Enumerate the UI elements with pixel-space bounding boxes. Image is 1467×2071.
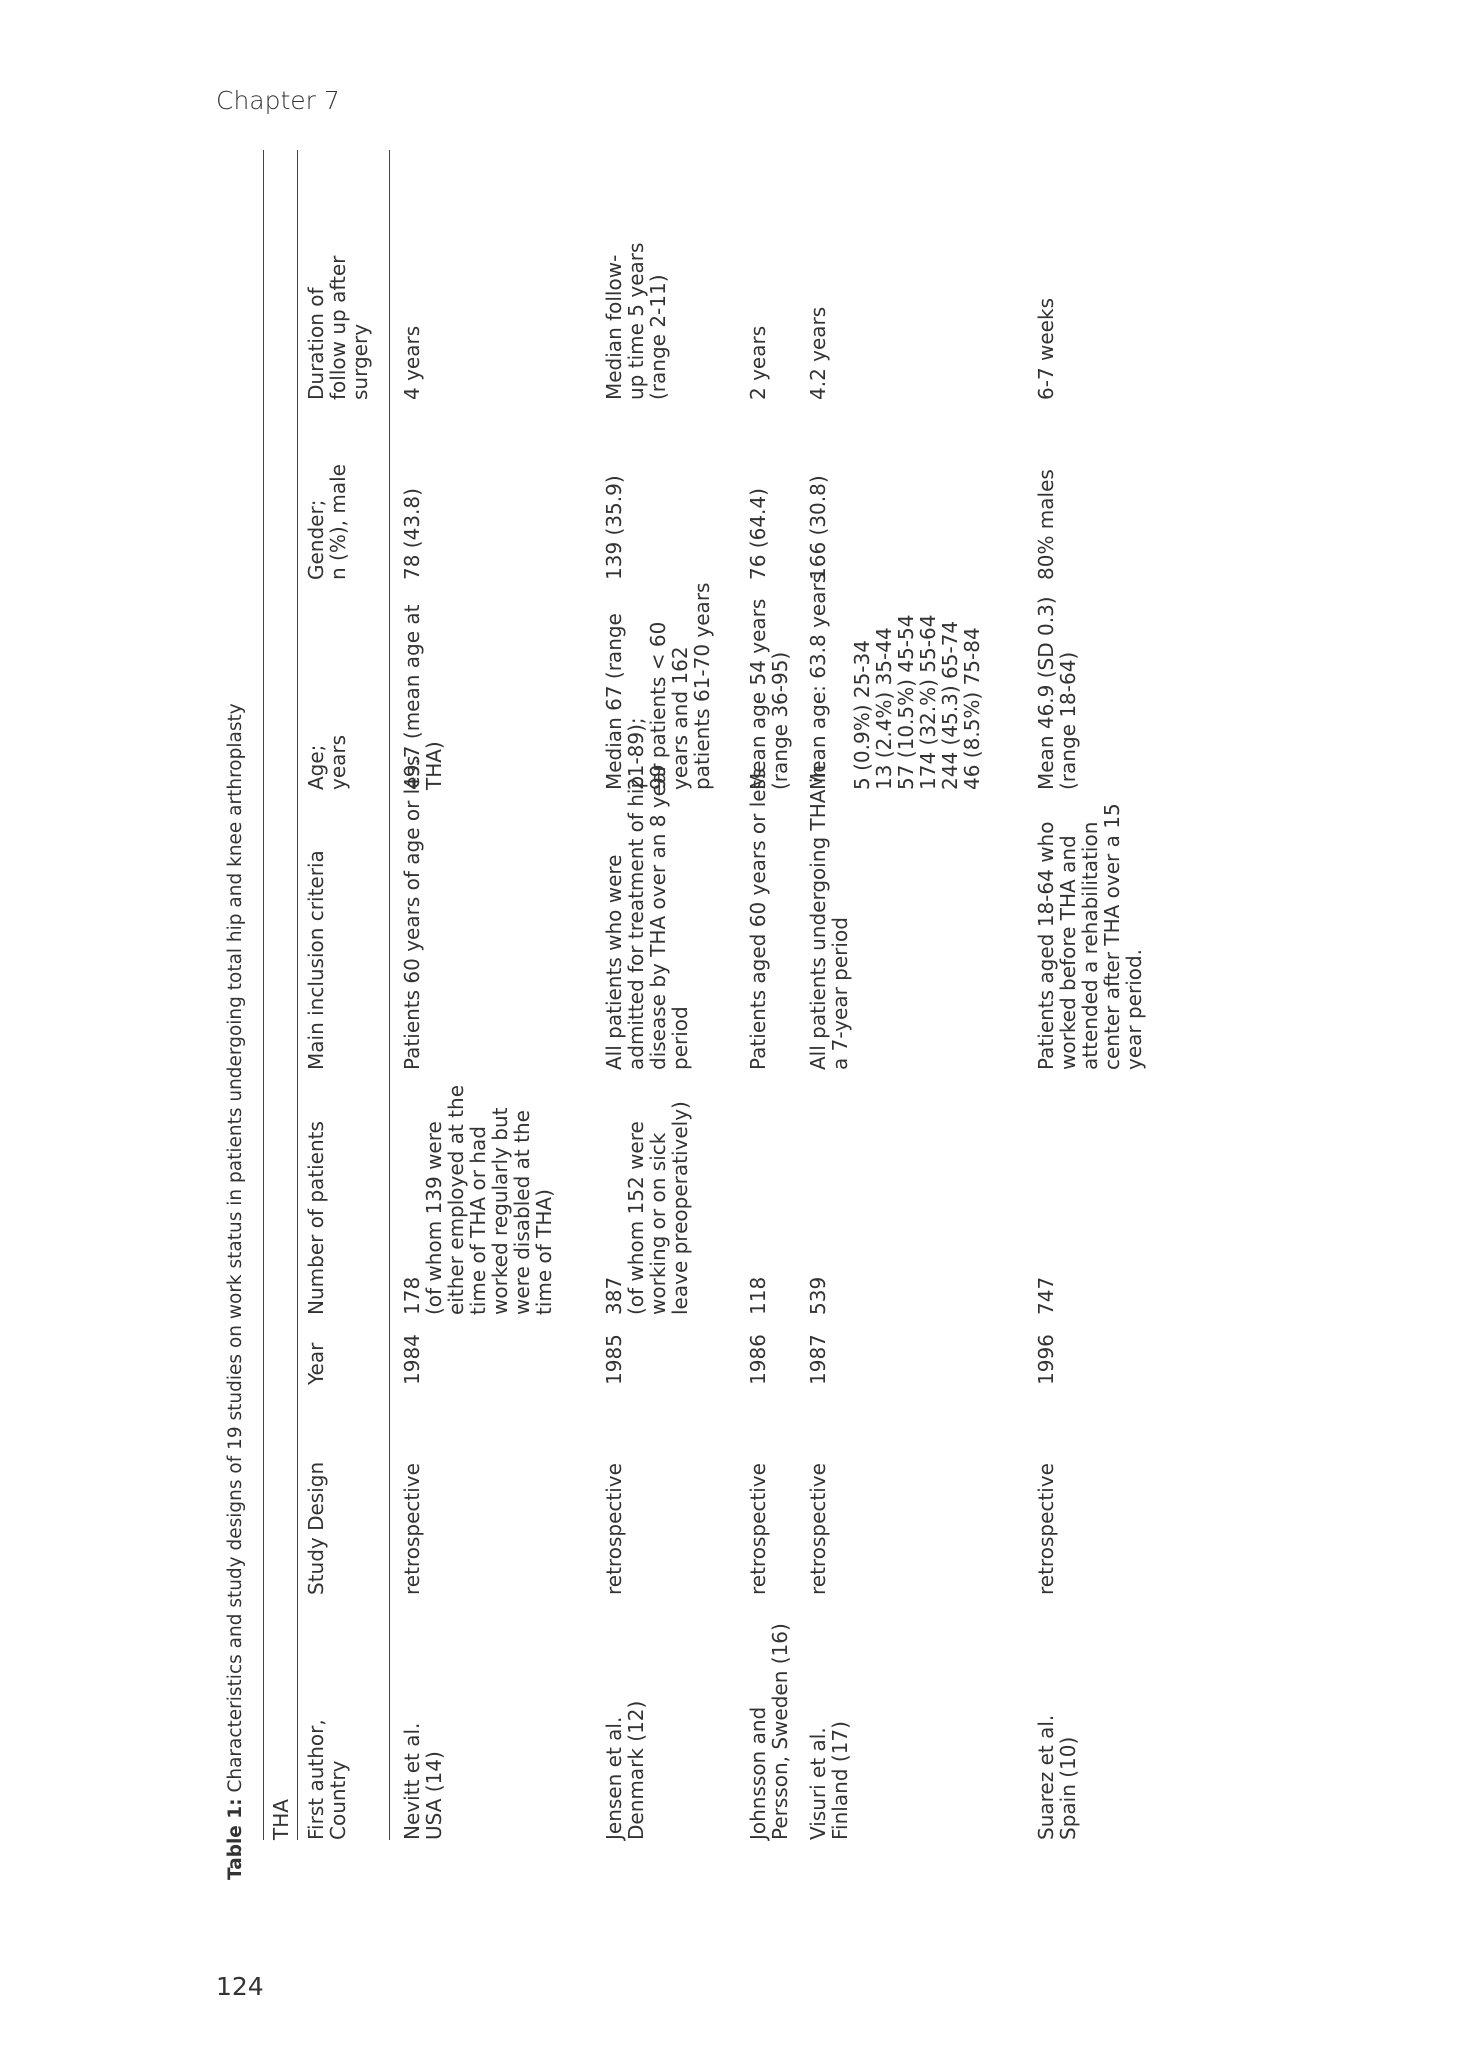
header-followup: Duration of follow up after surgery xyxy=(304,255,372,400)
header-design: Study Design xyxy=(304,1461,328,1595)
rotated-table xyxy=(225,150,1325,1880)
header-year: Year xyxy=(304,1342,328,1385)
cell-design: retrospective xyxy=(602,1463,626,1595)
header-patients: Number of patients xyxy=(304,1121,328,1315)
cell-followup: 2 years xyxy=(746,325,770,400)
cell-followup: 4 years xyxy=(400,325,424,400)
header-criteria: Main inclusion criteria xyxy=(304,850,328,1070)
caption-text: Characteristics and study designs of 19 studies on work status in patients undergoing total hip and knee arthroplasty xyxy=(225,703,246,1799)
cell-patients: 178 (of whom 139 were either employed at the time of THA or had worked regularly but were disabled at the time of THA) xyxy=(400,1084,556,1315)
cell-patients: 539 xyxy=(806,1276,830,1315)
cell-criteria: Patients aged 18-64 who worked before THA and attended a rehabilitation center after THA over a 15 year period. xyxy=(1034,803,1146,1070)
cell-author: Visuri et al. Finland (17) xyxy=(806,1721,852,1840)
cell-design: retrospective xyxy=(806,1463,830,1595)
cell-design: retrospective xyxy=(400,1463,424,1595)
caption-label: Table 1: xyxy=(225,1798,246,1880)
cell-design: retrospective xyxy=(746,1463,770,1595)
cell-year: 1996 xyxy=(1034,1334,1058,1385)
cell-age: Median 67 (range 21-89); 99 patients < 60 years and 162 patients 61-70 years xyxy=(602,582,714,790)
top-rule xyxy=(263,150,264,1840)
cell-gender: 80% males xyxy=(1034,469,1058,580)
cell-followup: 4.2 years xyxy=(806,306,830,400)
cell-design: retrospective xyxy=(1034,1463,1058,1595)
header-gender: Gender; n (%), male xyxy=(304,464,350,580)
cell-patients: 387 (of whom 152 were working or on sick leave preoperatively) xyxy=(602,1101,692,1315)
header-author: First author, Country xyxy=(304,1719,350,1840)
cell-criteria: Patients aged 60 years or less xyxy=(746,768,770,1070)
cell-criteria: All patients who were admitted for treatment of hip disease by THA over an 8 year period xyxy=(602,763,692,1070)
cell-followup: Median follow- up time 5 years (range 2-11) xyxy=(602,242,670,400)
cell-gender: 139 (35.9) xyxy=(602,475,626,580)
cell-age: Mean 46.9 (SD 0.3) (range 18-64) xyxy=(1034,596,1080,790)
cell-author: Suarez et al. Spain (10) xyxy=(1034,1714,1080,1840)
section-label: THA xyxy=(269,1799,293,1840)
cell-followup: 6-7 weeks xyxy=(1034,298,1058,400)
cell-age: Mean age: 63.8 years 5 (0.9%) 25-34 13 (2.4%) 35-44 57 (10.5%) 45-54 174 (32.%) 55-64 244 (45.3) 65-74 46 (8.5%) 75-84 xyxy=(806,572,984,790)
cell-gender: 78 (43.8) xyxy=(400,488,424,580)
cell-year: 1984 xyxy=(400,1334,424,1385)
chapter-label: Chapter 7 xyxy=(216,86,340,115)
page-number: 124 xyxy=(216,1972,264,2001)
cell-gender: 76 (64.4) xyxy=(746,488,770,580)
table-caption xyxy=(225,703,246,1880)
cell-author: Nevitt et al. USA (14) xyxy=(400,1722,446,1840)
cell-author: Jensen et al. Denmark (12) xyxy=(602,1700,648,1840)
cell-year: 1987 xyxy=(806,1334,830,1385)
cell-age: 49.7 (mean age at THA) xyxy=(400,604,446,790)
cell-author: Johnsson and Persson, Sweden (16) xyxy=(746,1623,792,1840)
cell-age: Mean age 54 years (range 36-95) xyxy=(746,598,792,790)
cell-year: 1985 xyxy=(602,1334,626,1385)
cell-year: 1986 xyxy=(746,1334,770,1385)
cell-criteria: Patients 60 years of age or less xyxy=(400,755,424,1070)
cell-criteria: All patients undergoing THA in a 7-year period xyxy=(806,764,852,1070)
cell-patients: 747 xyxy=(1034,1276,1058,1315)
header-age: Age; years xyxy=(304,734,350,790)
cell-patients: 118 xyxy=(746,1276,770,1315)
header-rule xyxy=(389,150,390,1840)
section-rule xyxy=(297,150,298,1840)
cell-gender: 166 (30.8) xyxy=(806,475,830,580)
